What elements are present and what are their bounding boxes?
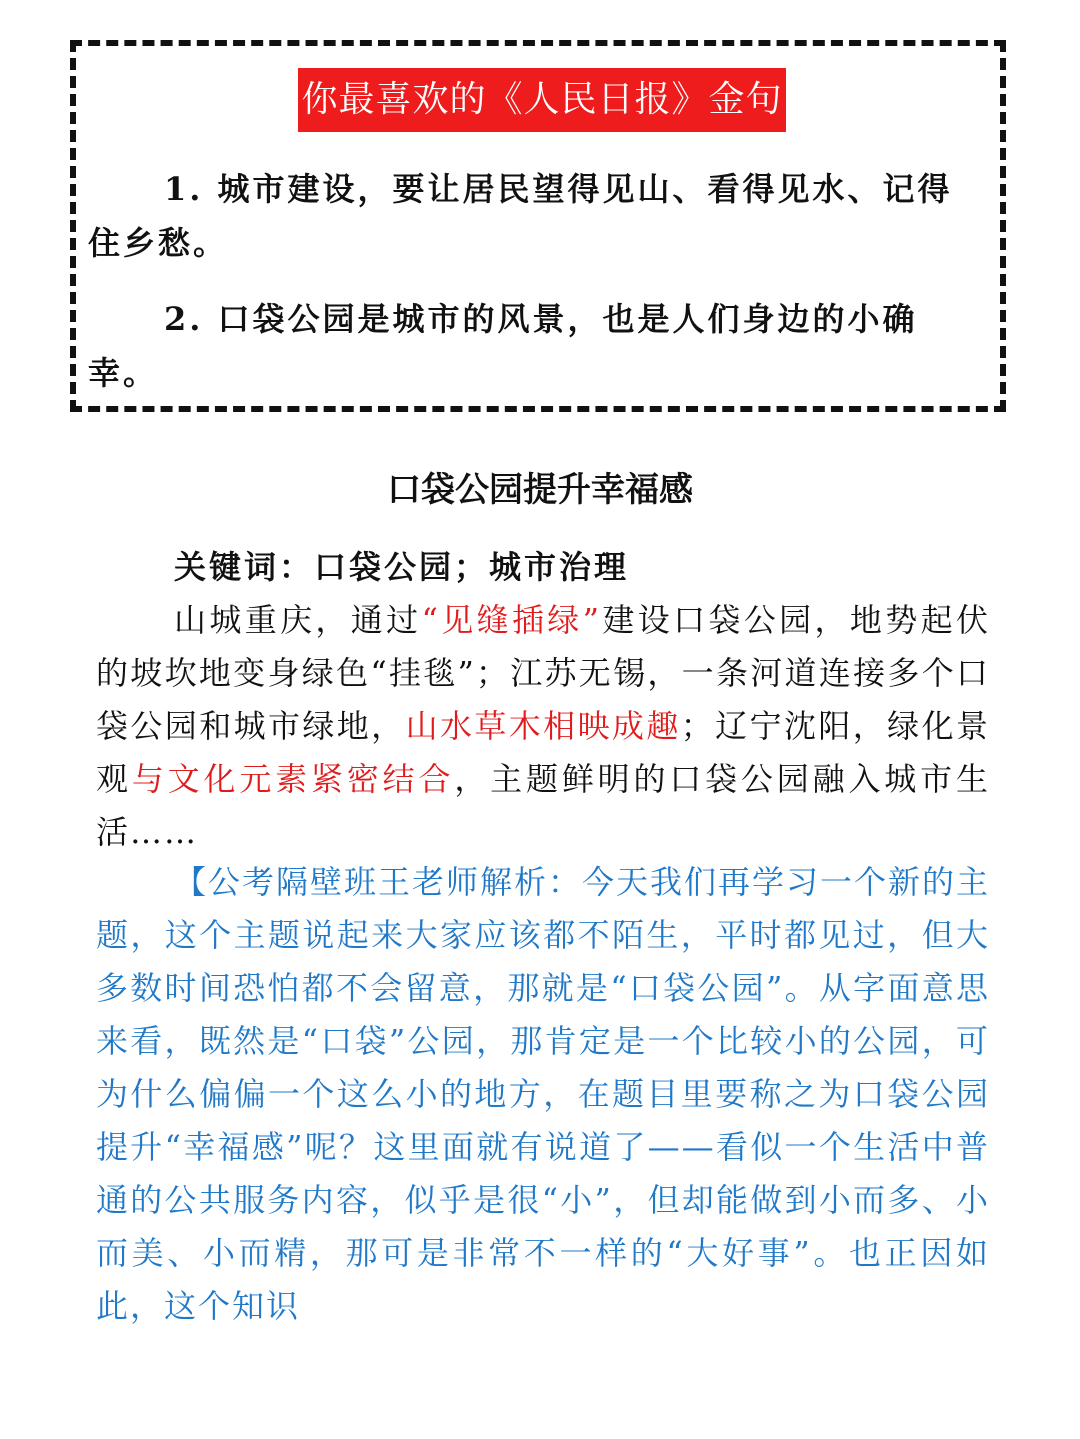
article-title: 口袋公园提升幸福感 [387,470,693,510]
quote-item-2: 2. 口袋公园是城市的风景，也是人们身边的小确幸。 [88,300,918,392]
highlight-1: “见缝插绿” [421,601,602,639]
golden-quotes-box [70,40,1006,412]
intro-text-4: ，主题鲜明的口袋公园融入城市生活…… [96,760,990,851]
highlight-2: 山水草木相映成趣 [405,707,681,745]
highlight-3: 与文化元素紧密结合 [131,760,455,798]
analysis-paragraph: 【公考隔壁班王老师解析：今天我们再学习一个新的主题，这个主题说起来大家应该都不陌生，平时都见过，但大多数时间恐怕都不会留意，那就是“口袋公园”。从字面意思来看，既然是“口袋”公园，那肯定是一个比较小的公园，可为什么偏偏一个这么小的地方，在题目里要称之为口袋公园提升“幸福感”呢？这里面就有说道了——看似一个生活中普通的公共服务内容，似乎是很“小”，但却能做到小而多、小而美、小而精，那可是非常不一样的“大好事”。也正因如此，这个知识 [96,863,991,1325]
quote-item-1: 1. 城市建设，要让居民望得见山、看得见水、记得住乡愁。 [88,170,953,262]
intro-text-2: 建设口袋公园，地势起伏的坡坎地变身绿色“挂毯”；江苏无锡，一条河道连接多个口袋公园和城市绿地， [96,601,990,745]
intro-text-1: 山城重庆，通过 [174,601,422,639]
intro-text-3: ；辽宁沈阳，绿化景观 [96,707,990,798]
quotes-title: 你最喜欢的《人民日报》金句 [298,68,786,132]
keywords-line: 关键词：口袋公园；城市治理 [174,548,630,586]
intro-paragraph [96,594,990,859]
